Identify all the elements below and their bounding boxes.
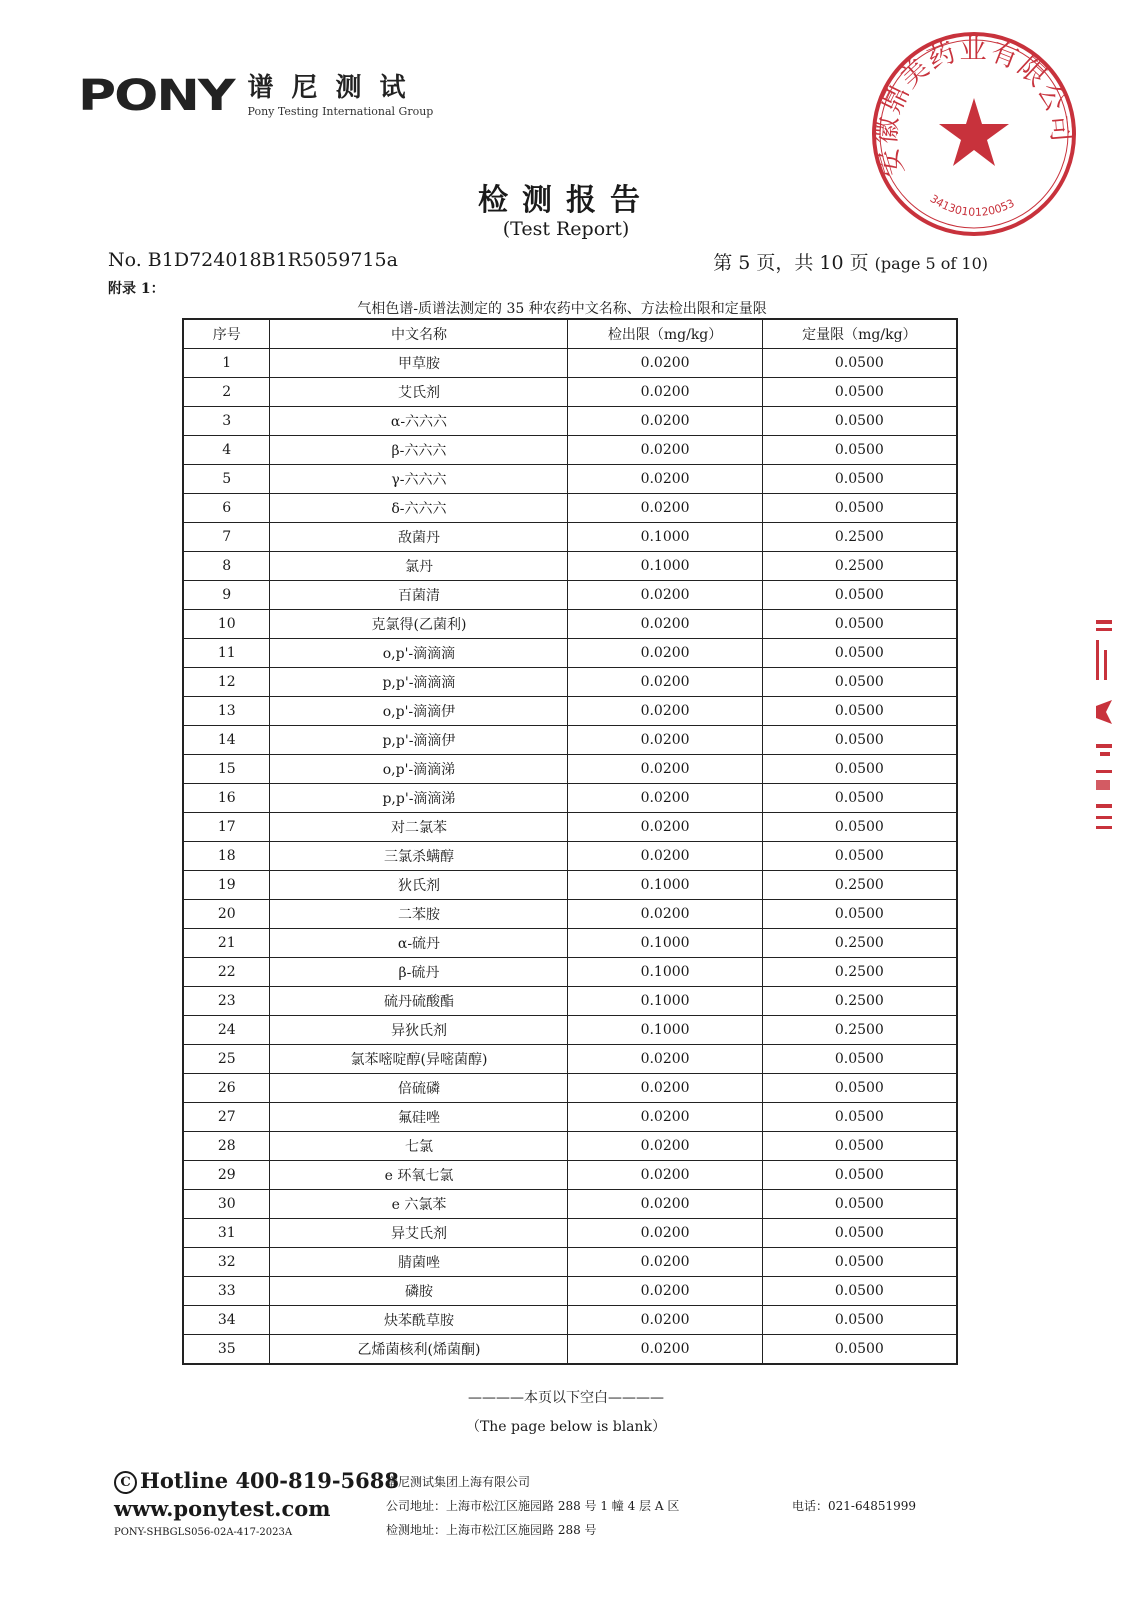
cell-name: 倍硫磷 (270, 1074, 568, 1103)
cell-loq: 0.0500 (762, 1074, 957, 1103)
cell-lod: 0.0200 (568, 349, 762, 378)
cell-name: 磷胺 (270, 1277, 568, 1306)
report-title: 检测报告 (478, 183, 654, 218)
cell-loq: 0.2500 (762, 1016, 957, 1045)
table-row (183, 1306, 957, 1335)
cell-loq: 0.0500 (762, 581, 957, 610)
pesticide-limits-table (182, 318, 958, 1365)
cell-index: 13 (183, 697, 270, 726)
cell-lod: 0.0200 (568, 1277, 762, 1306)
cell-lod: 0.1000 (568, 1016, 762, 1045)
star-icon (939, 98, 1009, 166)
cell-index: 24 (183, 1016, 270, 1045)
cell-index: 27 (183, 1103, 270, 1132)
cell-lod: 0.0200 (568, 668, 762, 697)
cell-index: 2 (183, 378, 270, 407)
cell-loq: 0.0500 (762, 494, 957, 523)
cell-loq: 0.0500 (762, 465, 957, 494)
cell-loq: 0.0500 (762, 1190, 957, 1219)
footer-phone: 电话：021-64851999 (792, 1499, 917, 1513)
cell-loq: 0.0500 (762, 668, 957, 697)
cell-name: 三氯杀螨醇 (270, 842, 568, 871)
seal-text-path: 安徽鼎美药业有限公司 (871, 34, 1077, 180)
cell-name: p,p'-滴滴滴 (270, 668, 568, 697)
cell-index: 12 (183, 668, 270, 697)
cell-lod: 0.0200 (568, 378, 762, 407)
cell-index: 9 (183, 581, 270, 610)
cell-loq: 0.0500 (762, 610, 957, 639)
cell-index: 16 (183, 784, 270, 813)
hotline-text: Hotline 400-819-5688 (140, 1468, 399, 1493)
company-logo (78, 70, 433, 122)
cell-lod: 0.0200 (568, 1248, 762, 1277)
table-row (183, 1277, 957, 1306)
cell-index: 8 (183, 552, 270, 581)
cell-name: 氯丹 (270, 552, 568, 581)
cell-lod: 0.0200 (568, 755, 762, 784)
table-row (183, 581, 957, 610)
page-indicator (713, 248, 988, 275)
cell-name: 氯苯嘧啶醇(异嘧菌醇) (270, 1045, 568, 1074)
cell-index: 15 (183, 755, 270, 784)
table-row (183, 610, 957, 639)
cell-name: p,p'-滴滴伊 (270, 726, 568, 755)
cell-name: p,p'-滴滴涕 (270, 784, 568, 813)
table-row (183, 871, 957, 900)
cell-loq: 0.0500 (762, 784, 957, 813)
cell-loq: 0.2500 (762, 929, 957, 958)
phone-icon: C (114, 1471, 137, 1494)
seam-mark-bar-4 (1104, 650, 1107, 680)
column-header-loq: 定量限（mg/kg） (762, 319, 957, 349)
cell-loq: 0.0500 (762, 407, 957, 436)
cell-index: 26 (183, 1074, 270, 1103)
cell-name: α-六六六 (270, 407, 568, 436)
cell-lod: 0.0200 (568, 1103, 762, 1132)
logo-en-name: Pony Testing International Group (247, 104, 434, 118)
table-row (183, 1335, 957, 1365)
table-row (183, 1132, 957, 1161)
cell-name: 氟硅唑 (270, 1103, 568, 1132)
seam-mark-bar-9 (1096, 804, 1112, 808)
cell-lod: 0.1000 (568, 929, 762, 958)
cell-lod: 0.0200 (568, 465, 762, 494)
cell-index: 34 (183, 1306, 270, 1335)
cell-name: 二苯胺 (270, 900, 568, 929)
cell-name: β-六六六 (270, 436, 568, 465)
cell-loq: 0.0500 (762, 639, 957, 668)
table-row (183, 958, 957, 987)
cell-index: 25 (183, 1045, 270, 1074)
website-link[interactable]: www.ponytest.com (114, 1496, 331, 1521)
cell-loq: 0.0500 (762, 1103, 957, 1132)
cell-name: o,p'-滴滴涕 (270, 755, 568, 784)
table-row (183, 900, 957, 929)
cell-index: 21 (183, 929, 270, 958)
cell-name: 炔苯酰草胺 (270, 1306, 568, 1335)
table-row (183, 436, 957, 465)
footer-company-address: 公司地址：上海市松江区施园路 288 号 1 幢 4 层 A 区 (386, 1499, 680, 1513)
cell-lod: 0.1000 (568, 523, 762, 552)
cell-index: 5 (183, 465, 270, 494)
cell-name: 硫丹硫酸酯 (270, 987, 568, 1016)
blank-notice-cn: ————本页以下空白———— (468, 1390, 664, 1406)
cell-index: 31 (183, 1219, 270, 1248)
table-row (183, 1190, 957, 1219)
hotline (114, 1468, 399, 1494)
table-row (183, 465, 957, 494)
cell-name: e 六氯苯 (270, 1190, 568, 1219)
cell-loq: 0.0500 (762, 1335, 957, 1365)
cell-name: 百菌清 (270, 581, 568, 610)
blank-notice-en: （The page below is blank） (465, 1419, 667, 1435)
cell-lod: 0.0200 (568, 639, 762, 668)
cell-index: 18 (183, 842, 270, 871)
cell-lod: 0.0200 (568, 407, 762, 436)
column-header-lod: 检出限（mg/kg） (568, 319, 762, 349)
cell-name: 异艾氏剂 (270, 1219, 568, 1248)
cell-index: 29 (183, 1161, 270, 1190)
seam-mark-bar-1 (1096, 620, 1112, 624)
cell-loq: 0.2500 (762, 523, 957, 552)
table-row (183, 929, 957, 958)
cell-loq: 0.0500 (762, 1248, 957, 1277)
cell-index: 32 (183, 1248, 270, 1277)
appendix-label: 附录 1： (108, 281, 165, 297)
table-row (183, 378, 957, 407)
cell-lod: 0.0200 (568, 1335, 762, 1365)
cell-index: 4 (183, 436, 270, 465)
cell-name: o,p'-滴滴伊 (270, 697, 568, 726)
cell-lod: 0.0200 (568, 1132, 762, 1161)
cell-index: 7 (183, 523, 270, 552)
seal-number-path: 3413010120053 (927, 192, 1017, 219)
cell-lod: 0.0200 (568, 784, 762, 813)
seam-mark-bar-2 (1096, 628, 1112, 631)
seam-mark-bar-3 (1096, 640, 1099, 680)
cell-name: 腈菌唑 (270, 1248, 568, 1277)
cell-index: 17 (183, 813, 270, 842)
table-row (183, 755, 957, 784)
cell-index: 28 (183, 1132, 270, 1161)
cell-loq: 0.0500 (762, 436, 957, 465)
table-row (183, 639, 957, 668)
cell-name: 对二氯苯 (270, 813, 568, 842)
cell-name: 艾氏剂 (270, 378, 568, 407)
table-row (183, 987, 957, 1016)
cell-name: δ-六六六 (270, 494, 568, 523)
column-header-name: 中文名称 (270, 319, 568, 349)
cell-lod: 0.0200 (568, 726, 762, 755)
cell-lod: 0.0200 (568, 1306, 762, 1335)
cell-name: o,p'-滴滴滴 (270, 639, 568, 668)
cell-loq: 0.0500 (762, 813, 957, 842)
column-header-index: 序号 (183, 319, 270, 349)
footer-lab-address: 检测地址：上海市松江区施园路 288 号 (386, 1523, 597, 1537)
cell-loq: 0.0500 (762, 378, 957, 407)
cell-loq: 0.0500 (762, 1277, 957, 1306)
cell-name: 克氯得(乙菌利) (270, 610, 568, 639)
cell-name: γ-六六六 (270, 465, 568, 494)
cell-name: 乙烯菌核利(烯菌酮) (270, 1335, 568, 1365)
cell-lod: 0.0200 (568, 813, 762, 842)
table-row (183, 784, 957, 813)
cell-name: β-硫丹 (270, 958, 568, 987)
page-indicator-cn: 第 5 页，共 10 页 (713, 252, 869, 274)
cell-loq: 0.2500 (762, 958, 957, 987)
cell-index: 14 (183, 726, 270, 755)
seam-mark-bar-6 (1100, 752, 1110, 756)
cell-name: 狄氏剂 (270, 871, 568, 900)
cell-name: 敌菌丹 (270, 523, 568, 552)
table-row (183, 1248, 957, 1277)
cell-index: 35 (183, 1335, 270, 1365)
table-row (183, 697, 957, 726)
table-row (183, 813, 957, 842)
table-caption: 气相色谱-质谱法测定的 35 种农药中文名称、方法检出限和定量限 (357, 301, 767, 317)
cell-loq: 0.0500 (762, 349, 957, 378)
cell-loq: 0.0500 (762, 1045, 957, 1074)
cell-name: 异狄氏剂 (270, 1016, 568, 1045)
table-row (183, 842, 957, 871)
cell-lod: 0.1000 (568, 958, 762, 987)
cell-index: 23 (183, 987, 270, 1016)
cell-loq: 0.0500 (762, 697, 957, 726)
logo-text (248, 74, 434, 118)
cell-loq: 0.0500 (762, 1219, 957, 1248)
cell-loq: 0.2500 (762, 552, 957, 581)
cell-loq: 0.0500 (762, 755, 957, 784)
table-row (183, 494, 957, 523)
seam-mark-bar-7 (1096, 770, 1112, 773)
cell-loq: 0.0500 (762, 842, 957, 871)
cell-index: 3 (183, 407, 270, 436)
cell-index: 6 (183, 494, 270, 523)
cell-lod: 0.0200 (568, 1219, 762, 1248)
cell-lod: 0.0200 (568, 842, 762, 871)
cell-lod: 0.0200 (568, 1161, 762, 1190)
cell-lod: 0.1000 (568, 987, 762, 1016)
cell-name: 七氯 (270, 1132, 568, 1161)
cell-loq: 0.2500 (762, 871, 957, 900)
cell-loq: 0.0500 (762, 1306, 957, 1335)
cell-index: 30 (183, 1190, 270, 1219)
seam-mark-bar-8 (1096, 780, 1110, 790)
report-number: No. B1D724018B1R5059715a (108, 249, 398, 271)
cell-loq: 0.0500 (762, 1132, 957, 1161)
document-code: PONY-SHBGLS056-02A-417-2023A (114, 1527, 293, 1538)
cell-index: 10 (183, 610, 270, 639)
table-row (183, 523, 957, 552)
cell-index: 11 (183, 639, 270, 668)
cell-index: 19 (183, 871, 270, 900)
table-row (183, 1016, 957, 1045)
cell-lod: 0.0200 (568, 900, 762, 929)
seam-mark-bar-11 (1096, 826, 1112, 829)
cell-name: α-硫丹 (270, 929, 568, 958)
cell-lod: 0.0200 (568, 610, 762, 639)
table-row (183, 349, 957, 378)
table-row (183, 668, 957, 697)
table-row (183, 1045, 957, 1074)
table-row (183, 407, 957, 436)
cell-index: 20 (183, 900, 270, 929)
cell-lod: 0.0200 (568, 1045, 762, 1074)
logo-cn-name: 谱尼测试 (247, 73, 424, 104)
table-header-row (183, 319, 957, 349)
table-row (183, 726, 957, 755)
cell-loq: 0.0500 (762, 900, 957, 929)
table-row (183, 1074, 957, 1103)
report-subtitle: (Test Report) (502, 218, 630, 240)
cell-lod: 0.0200 (568, 581, 762, 610)
page-indicator-en: (page 5 of 10) (874, 254, 988, 273)
cell-index: 1 (183, 349, 270, 378)
seam-mark-bar-5 (1096, 744, 1112, 748)
cell-lod: 0.0200 (568, 697, 762, 726)
logo-mark: PONY (78, 71, 234, 121)
cell-index: 33 (183, 1277, 270, 1306)
seam-stamp-fragment (1092, 620, 1116, 850)
table-row (183, 1161, 957, 1190)
cell-lod: 0.1000 (568, 871, 762, 900)
cell-lod: 0.0200 (568, 1074, 762, 1103)
cell-loq: 0.0500 (762, 1161, 957, 1190)
cell-lod: 0.0200 (568, 436, 762, 465)
table-row (183, 1219, 957, 1248)
footer-company: 谱尼测试集团上海有限公司 (386, 1475, 531, 1489)
cell-name: e 环氧七氯 (270, 1161, 568, 1190)
cell-lod: 0.0200 (568, 494, 762, 523)
cell-loq: 0.2500 (762, 987, 957, 1016)
seam-star-icon (1096, 700, 1112, 724)
cell-loq: 0.0500 (762, 726, 957, 755)
cell-lod: 0.0200 (568, 1190, 762, 1219)
table-row (183, 552, 957, 581)
seam-mark-bar-10 (1096, 816, 1112, 819)
cell-lod: 0.1000 (568, 552, 762, 581)
cell-name: 甲草胺 (270, 349, 568, 378)
cell-index: 22 (183, 958, 270, 987)
table-row (183, 1103, 957, 1132)
